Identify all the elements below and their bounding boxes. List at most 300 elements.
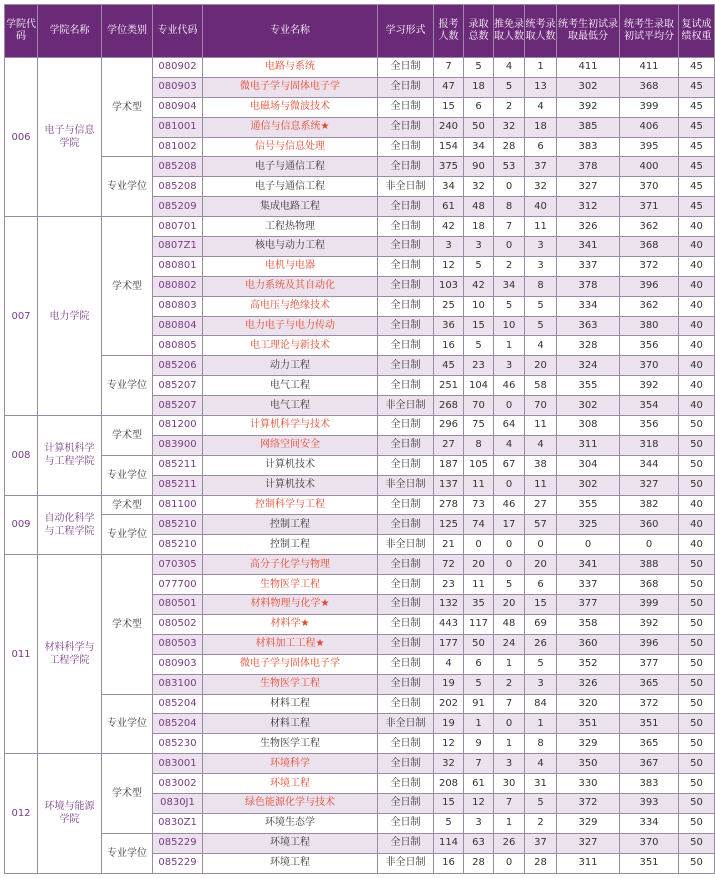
min-score-cell: 329 bbox=[557, 813, 620, 833]
study-form-cell: 全日制 bbox=[378, 97, 434, 117]
applicants-cell: 278 bbox=[434, 495, 464, 515]
retest-weight-cell: 45 bbox=[679, 97, 715, 117]
retest-weight-cell: 50 bbox=[679, 674, 715, 694]
table-row bbox=[5, 157, 715, 177]
min-score-cell: 385 bbox=[557, 117, 620, 137]
header-cell: 学位类别 bbox=[102, 5, 153, 58]
exam-admitted-cell: 4 bbox=[525, 336, 557, 356]
major-code-cell: 080802 bbox=[153, 276, 203, 296]
applicants-cell: 61 bbox=[434, 197, 464, 217]
major-code-cell: 083002 bbox=[153, 774, 203, 794]
major-code-cell: 080903 bbox=[153, 654, 203, 674]
admitted-total-cell: 70 bbox=[464, 396, 494, 416]
major-name-cell: 计算机科学与技术 bbox=[203, 416, 378, 436]
degree-type-cell: 学术型 bbox=[102, 754, 153, 834]
study-form-cell: 全日制 bbox=[378, 754, 434, 774]
recommended-cell: 10 bbox=[494, 316, 525, 336]
min-score-cell: 363 bbox=[557, 316, 620, 336]
degree-type-cell: 学术型 bbox=[102, 495, 153, 515]
min-score-cell: 372 bbox=[557, 793, 620, 813]
min-score-cell: 327 bbox=[557, 833, 620, 853]
exam-admitted-cell: 8 bbox=[525, 734, 557, 754]
major-code-cell: 0830J1 bbox=[153, 793, 203, 813]
applicants-cell: 5 bbox=[434, 813, 464, 833]
min-score-cell: 304 bbox=[557, 455, 620, 475]
admitted-total-cell: 63 bbox=[464, 833, 494, 853]
table-row bbox=[5, 694, 715, 714]
avg-score-cell: 393 bbox=[620, 793, 679, 813]
study-form-cell: 全日制 bbox=[378, 654, 434, 674]
avg-score-cell: 372 bbox=[620, 694, 679, 714]
exam-admitted-cell: 1 bbox=[525, 58, 557, 78]
study-form-cell: 全日制 bbox=[378, 217, 434, 237]
min-score-cell: 327 bbox=[557, 177, 620, 197]
applicants-cell: 25 bbox=[434, 296, 464, 316]
admitted-total-cell: 3 bbox=[464, 237, 494, 257]
retest-weight-cell: 45 bbox=[679, 137, 715, 157]
applicants-cell: 4 bbox=[434, 654, 464, 674]
applicants-cell: 268 bbox=[434, 396, 464, 416]
min-score-cell: 358 bbox=[557, 614, 620, 634]
recommended-cell: 7 bbox=[494, 694, 525, 714]
admitted-total-cell: 105 bbox=[464, 455, 494, 475]
min-score-cell: 324 bbox=[557, 356, 620, 376]
degree-type-cell: 学术型 bbox=[102, 555, 153, 694]
exam-admitted-cell: 20 bbox=[525, 555, 557, 575]
major-name-cell: 微电子学与固体电子学 bbox=[203, 654, 378, 674]
exam-admitted-cell: 5 bbox=[525, 793, 557, 813]
avg-score-cell: 399 bbox=[620, 595, 679, 615]
major-code-cell: 080801 bbox=[153, 256, 203, 276]
major-code-cell: 085211 bbox=[153, 475, 203, 495]
study-form-cell: 非全日制 bbox=[378, 853, 434, 873]
applicants-cell: 36 bbox=[434, 316, 464, 336]
header-cell: 专业代码 bbox=[153, 5, 203, 58]
min-score-cell: 311 bbox=[557, 435, 620, 455]
major-code-cell: 081001 bbox=[153, 117, 203, 137]
min-score-cell: 392 bbox=[557, 97, 620, 117]
exam-admitted-cell: 38 bbox=[525, 455, 557, 475]
avg-score-cell: 380 bbox=[620, 316, 679, 336]
min-score-cell: 334 bbox=[557, 296, 620, 316]
exam-admitted-cell: 1 bbox=[525, 714, 557, 734]
recommended-cell: 0 bbox=[494, 177, 525, 197]
header-cell: 录取总数 bbox=[464, 5, 494, 58]
retest-weight-cell: 45 bbox=[679, 197, 715, 217]
exam-admitted-cell: 11 bbox=[525, 416, 557, 436]
applicants-cell: 3 bbox=[434, 237, 464, 257]
table-body bbox=[5, 58, 715, 874]
table-header bbox=[5, 5, 715, 58]
exam-admitted-cell: 6 bbox=[525, 137, 557, 157]
exam-admitted-cell: 3 bbox=[525, 256, 557, 276]
major-name-cell: 网络空间安全 bbox=[203, 435, 378, 455]
recommended-cell: 4 bbox=[494, 435, 525, 455]
admission-table bbox=[4, 4, 715, 874]
degree-type-cell: 专业学位 bbox=[102, 515, 153, 555]
major-code-cell: 080902 bbox=[153, 58, 203, 78]
retest-weight-cell: 45 bbox=[679, 117, 715, 137]
header-cell: 统考生初试录取最低分 bbox=[557, 5, 620, 58]
retest-weight-cell: 50 bbox=[679, 595, 715, 615]
avg-score-cell: 334 bbox=[620, 813, 679, 833]
avg-score-cell: 362 bbox=[620, 296, 679, 316]
admitted-total-cell: 61 bbox=[464, 774, 494, 794]
college-name-cell: 材料科学与工程学院 bbox=[38, 555, 102, 754]
applicants-cell: 23 bbox=[434, 575, 464, 595]
major-name-cell: 电气工程 bbox=[203, 376, 378, 396]
major-name-cell: 环境工程 bbox=[203, 833, 378, 853]
table-row bbox=[5, 58, 715, 78]
major-code-cell: 085207 bbox=[153, 396, 203, 416]
exam-admitted-cell: 6 bbox=[525, 575, 557, 595]
major-name-cell: 动力工程 bbox=[203, 356, 378, 376]
major-name-cell: 计算机技术 bbox=[203, 455, 378, 475]
applicants-cell: 45 bbox=[434, 356, 464, 376]
study-form-cell: 全日制 bbox=[378, 495, 434, 515]
major-code-cell: 0830Z1 bbox=[153, 813, 203, 833]
major-code-cell: 083100 bbox=[153, 674, 203, 694]
recommended-cell: 0 bbox=[494, 555, 525, 575]
major-name-cell: 材料加工工程★ bbox=[203, 634, 378, 654]
major-name-cell: 电力电子与电力传动 bbox=[203, 316, 378, 336]
applicants-cell: 12 bbox=[434, 256, 464, 276]
table-row bbox=[5, 754, 715, 774]
admitted-total-cell: 74 bbox=[464, 515, 494, 535]
avg-score-cell: 356 bbox=[620, 416, 679, 436]
retest-weight-cell: 50 bbox=[679, 853, 715, 873]
admitted-total-cell: 18 bbox=[464, 217, 494, 237]
college-name-cell: 电力学院 bbox=[38, 217, 102, 416]
major-name-cell: 环境科学 bbox=[203, 754, 378, 774]
retest-weight-cell: 40 bbox=[679, 396, 715, 416]
recommended-cell: 46 bbox=[494, 495, 525, 515]
table-row bbox=[5, 416, 715, 436]
major-code-cell: 080701 bbox=[153, 217, 203, 237]
major-name-cell: 电机与电器 bbox=[203, 256, 378, 276]
major-name-cell: 电子与通信工程 bbox=[203, 177, 378, 197]
exam-admitted-cell: 3 bbox=[525, 237, 557, 257]
study-form-cell: 全日制 bbox=[378, 336, 434, 356]
major-code-cell: 085230 bbox=[153, 734, 203, 754]
major-code-cell: 070305 bbox=[153, 555, 203, 575]
degree-type-cell: 专业学位 bbox=[102, 833, 153, 873]
applicants-cell: 19 bbox=[434, 674, 464, 694]
applicants-cell: 114 bbox=[434, 833, 464, 853]
study-form-cell: 全日制 bbox=[378, 833, 434, 853]
college-name-cell: 计算机科学与工程学院 bbox=[38, 416, 102, 496]
applicants-cell: 16 bbox=[434, 853, 464, 873]
min-score-cell: 308 bbox=[557, 416, 620, 436]
study-form-cell: 全日制 bbox=[378, 77, 434, 97]
recommended-cell: 1 bbox=[494, 734, 525, 754]
exam-admitted-cell: 5 bbox=[525, 654, 557, 674]
recommended-cell: 1 bbox=[494, 654, 525, 674]
avg-score-cell: 362 bbox=[620, 217, 679, 237]
major-name-cell: 材料学★ bbox=[203, 614, 378, 634]
retest-weight-cell: 45 bbox=[679, 77, 715, 97]
retest-weight-cell: 40 bbox=[679, 515, 715, 535]
exam-admitted-cell: 31 bbox=[525, 774, 557, 794]
degree-type-cell: 学术型 bbox=[102, 416, 153, 456]
avg-score-cell: 371 bbox=[620, 197, 679, 217]
min-score-cell: 302 bbox=[557, 396, 620, 416]
exam-admitted-cell: 13 bbox=[525, 77, 557, 97]
exam-admitted-cell: 27 bbox=[525, 495, 557, 515]
major-code-cell: 080502 bbox=[153, 614, 203, 634]
recommended-cell: 32 bbox=[494, 117, 525, 137]
major-code-cell: 085210 bbox=[153, 515, 203, 535]
college-code-cell: 009 bbox=[5, 495, 38, 555]
study-form-cell: 全日制 bbox=[378, 276, 434, 296]
exam-admitted-cell: 18 bbox=[525, 117, 557, 137]
admitted-total-cell: 11 bbox=[464, 575, 494, 595]
applicants-cell: 16 bbox=[434, 336, 464, 356]
min-score-cell: 325 bbox=[557, 515, 620, 535]
recommended-cell: 2 bbox=[494, 97, 525, 117]
min-score-cell: 329 bbox=[557, 734, 620, 754]
major-code-cell: 080501 bbox=[153, 595, 203, 615]
major-code-cell: 085208 bbox=[153, 177, 203, 197]
admitted-total-cell: 5 bbox=[464, 336, 494, 356]
admitted-total-cell: 10 bbox=[464, 296, 494, 316]
college-name-cell: 电子与信息学院 bbox=[38, 58, 102, 217]
degree-type-cell: 专业学位 bbox=[102, 157, 153, 217]
major-code-cell: 085207 bbox=[153, 376, 203, 396]
major-code-cell: 085204 bbox=[153, 714, 203, 734]
major-name-cell: 电工理论与新技术 bbox=[203, 336, 378, 356]
recommended-cell: 34 bbox=[494, 276, 525, 296]
retest-weight-cell: 40 bbox=[679, 356, 715, 376]
exam-admitted-cell: 69 bbox=[525, 614, 557, 634]
recommended-cell: 26 bbox=[494, 833, 525, 853]
applicants-cell: 103 bbox=[434, 276, 464, 296]
avg-score-cell: 365 bbox=[620, 734, 679, 754]
retest-weight-cell: 40 bbox=[679, 276, 715, 296]
admitted-total-cell: 11 bbox=[464, 475, 494, 495]
recommended-cell: 2 bbox=[494, 674, 525, 694]
min-score-cell: 355 bbox=[557, 495, 620, 515]
applicants-cell: 125 bbox=[434, 515, 464, 535]
min-score-cell: 352 bbox=[557, 654, 620, 674]
retest-weight-cell: 45 bbox=[679, 157, 715, 177]
retest-weight-cell: 40 bbox=[679, 535, 715, 555]
study-form-cell: 全日制 bbox=[378, 774, 434, 794]
major-name-cell: 环境工程 bbox=[203, 774, 378, 794]
min-score-cell: 355 bbox=[557, 376, 620, 396]
retest-weight-cell: 50 bbox=[679, 555, 715, 575]
admitted-total-cell: 75 bbox=[464, 416, 494, 436]
admission-table-container bbox=[4, 4, 712, 874]
exam-admitted-cell: 70 bbox=[525, 396, 557, 416]
min-score-cell: 302 bbox=[557, 77, 620, 97]
degree-type-cell: 学术型 bbox=[102, 58, 153, 157]
exam-admitted-cell: 3 bbox=[525, 674, 557, 694]
major-code-cell: 080903 bbox=[153, 77, 203, 97]
study-form-cell: 全日制 bbox=[378, 595, 434, 615]
study-form-cell: 全日制 bbox=[378, 734, 434, 754]
retest-weight-cell: 40 bbox=[679, 376, 715, 396]
major-code-cell: 083001 bbox=[153, 754, 203, 774]
exam-admitted-cell: 2 bbox=[525, 813, 557, 833]
min-score-cell: 383 bbox=[557, 137, 620, 157]
retest-weight-cell: 45 bbox=[679, 177, 715, 197]
degree-type-cell: 专业学位 bbox=[102, 694, 153, 754]
min-score-cell: 378 bbox=[557, 276, 620, 296]
major-code-cell: 080503 bbox=[153, 634, 203, 654]
min-score-cell: 337 bbox=[557, 575, 620, 595]
exam-admitted-cell: 32 bbox=[525, 177, 557, 197]
major-code-cell: 080904 bbox=[153, 97, 203, 117]
admitted-total-cell: 15 bbox=[464, 316, 494, 336]
recommended-cell: 28 bbox=[494, 137, 525, 157]
applicants-cell: 137 bbox=[434, 475, 464, 495]
study-form-cell: 全日制 bbox=[378, 614, 434, 634]
recommended-cell: 8 bbox=[494, 197, 525, 217]
avg-score-cell: 327 bbox=[620, 475, 679, 495]
degree-type-cell: 学术型 bbox=[102, 217, 153, 356]
applicants-cell: 296 bbox=[434, 416, 464, 436]
study-form-cell: 全日制 bbox=[378, 157, 434, 177]
retest-weight-cell: 50 bbox=[679, 714, 715, 734]
major-code-cell: 085210 bbox=[153, 535, 203, 555]
header-cell: 学院代码 bbox=[5, 5, 38, 58]
header-cell: 学院名称 bbox=[38, 5, 102, 58]
exam-admitted-cell: 4 bbox=[525, 97, 557, 117]
major-name-cell: 环境工程 bbox=[203, 853, 378, 873]
study-form-cell: 非全日制 bbox=[378, 535, 434, 555]
min-score-cell: 311 bbox=[557, 853, 620, 873]
retest-weight-cell: 40 bbox=[679, 256, 715, 276]
study-form-cell: 全日制 bbox=[378, 674, 434, 694]
table-row bbox=[5, 515, 715, 535]
study-form-cell: 全日制 bbox=[378, 137, 434, 157]
retest-weight-cell: 40 bbox=[679, 217, 715, 237]
major-name-cell: 绿色能源化学与技术 bbox=[203, 793, 378, 813]
major-code-cell: 085229 bbox=[153, 853, 203, 873]
min-score-cell: 341 bbox=[557, 237, 620, 257]
applicants-cell: 177 bbox=[434, 634, 464, 654]
admitted-total-cell: 42 bbox=[464, 276, 494, 296]
avg-score-cell: 351 bbox=[620, 714, 679, 734]
header-cell: 复试成绩权重 bbox=[679, 5, 715, 58]
avg-score-cell: 382 bbox=[620, 495, 679, 515]
recommended-cell: 4 bbox=[494, 58, 525, 78]
exam-admitted-cell: 20 bbox=[525, 356, 557, 376]
admitted-total-cell: 6 bbox=[464, 654, 494, 674]
admitted-total-cell: 90 bbox=[464, 157, 494, 177]
avg-score-cell: 365 bbox=[620, 674, 679, 694]
retest-weight-cell: 50 bbox=[679, 435, 715, 455]
study-form-cell: 全日制 bbox=[378, 356, 434, 376]
min-score-cell: 328 bbox=[557, 336, 620, 356]
study-form-cell: 全日制 bbox=[378, 416, 434, 436]
major-name-cell: 控制工程 bbox=[203, 515, 378, 535]
exam-admitted-cell: 28 bbox=[525, 853, 557, 873]
admitted-total-cell: 0 bbox=[464, 535, 494, 555]
admitted-total-cell: 117 bbox=[464, 614, 494, 634]
table-row bbox=[5, 356, 715, 376]
major-code-cell: 077700 bbox=[153, 575, 203, 595]
admitted-total-cell: 73 bbox=[464, 495, 494, 515]
exam-admitted-cell: 0 bbox=[525, 535, 557, 555]
major-code-cell: 085208 bbox=[153, 157, 203, 177]
applicants-cell: 240 bbox=[434, 117, 464, 137]
exam-admitted-cell: 40 bbox=[525, 197, 557, 217]
avg-score-cell: 370 bbox=[620, 177, 679, 197]
applicants-cell: 19 bbox=[434, 714, 464, 734]
admitted-total-cell: 7 bbox=[464, 754, 494, 774]
admitted-total-cell: 28 bbox=[464, 853, 494, 873]
applicants-cell: 34 bbox=[434, 177, 464, 197]
major-name-cell: 电气工程 bbox=[203, 396, 378, 416]
major-name-cell: 控制科学与工程 bbox=[203, 495, 378, 515]
avg-score-cell: 372 bbox=[620, 256, 679, 276]
avg-score-cell: 368 bbox=[620, 77, 679, 97]
major-name-cell: 生物医学工程 bbox=[203, 734, 378, 754]
recommended-cell: 2 bbox=[494, 256, 525, 276]
min-score-cell: 330 bbox=[557, 774, 620, 794]
study-form-cell: 全日制 bbox=[378, 316, 434, 336]
exam-admitted-cell: 4 bbox=[525, 435, 557, 455]
applicants-cell: 32 bbox=[434, 754, 464, 774]
recommended-cell: 64 bbox=[494, 416, 525, 436]
recommended-cell: 46 bbox=[494, 376, 525, 396]
admitted-total-cell: 104 bbox=[464, 376, 494, 396]
admitted-total-cell: 32 bbox=[464, 177, 494, 197]
admitted-total-cell: 1 bbox=[464, 714, 494, 734]
recommended-cell: 3 bbox=[494, 754, 525, 774]
avg-score-cell: 360 bbox=[620, 515, 679, 535]
admitted-total-cell: 6 bbox=[464, 97, 494, 117]
applicants-cell: 15 bbox=[434, 97, 464, 117]
exam-admitted-cell: 5 bbox=[525, 296, 557, 316]
avg-score-cell: 400 bbox=[620, 157, 679, 177]
major-name-cell: 生物医学工程 bbox=[203, 674, 378, 694]
applicants-cell: 47 bbox=[434, 77, 464, 97]
retest-weight-cell: 50 bbox=[679, 416, 715, 436]
recommended-cell: 5 bbox=[494, 296, 525, 316]
avg-score-cell: 0 bbox=[620, 535, 679, 555]
recommended-cell: 20 bbox=[494, 595, 525, 615]
retest-weight-cell: 50 bbox=[679, 475, 715, 495]
recommended-cell: 67 bbox=[494, 455, 525, 475]
min-score-cell: 378 bbox=[557, 157, 620, 177]
exam-admitted-cell: 4 bbox=[525, 754, 557, 774]
college-code-cell: 012 bbox=[5, 754, 38, 873]
exam-admitted-cell: 5 bbox=[525, 316, 557, 336]
major-name-cell: 电子与通信工程 bbox=[203, 157, 378, 177]
major-code-cell: 081002 bbox=[153, 137, 203, 157]
avg-score-cell: 399 bbox=[620, 97, 679, 117]
retest-weight-cell: 40 bbox=[679, 336, 715, 356]
retest-weight-cell: 50 bbox=[679, 793, 715, 813]
admitted-total-cell: 20 bbox=[464, 555, 494, 575]
exam-admitted-cell: 15 bbox=[525, 595, 557, 615]
min-score-cell: 377 bbox=[557, 595, 620, 615]
applicants-cell: 27 bbox=[434, 435, 464, 455]
avg-score-cell: 411 bbox=[620, 58, 679, 78]
study-form-cell: 非全日制 bbox=[378, 714, 434, 734]
retest-weight-cell: 50 bbox=[679, 455, 715, 475]
major-name-cell: 通信与信息系统★ bbox=[203, 117, 378, 137]
major-name-cell: 集成电路工程 bbox=[203, 197, 378, 217]
avg-score-cell: 396 bbox=[620, 634, 679, 654]
min-score-cell: 326 bbox=[557, 674, 620, 694]
study-form-cell: 全日制 bbox=[378, 634, 434, 654]
exam-admitted-cell: 58 bbox=[525, 376, 557, 396]
major-name-cell: 计算机技术 bbox=[203, 475, 378, 495]
